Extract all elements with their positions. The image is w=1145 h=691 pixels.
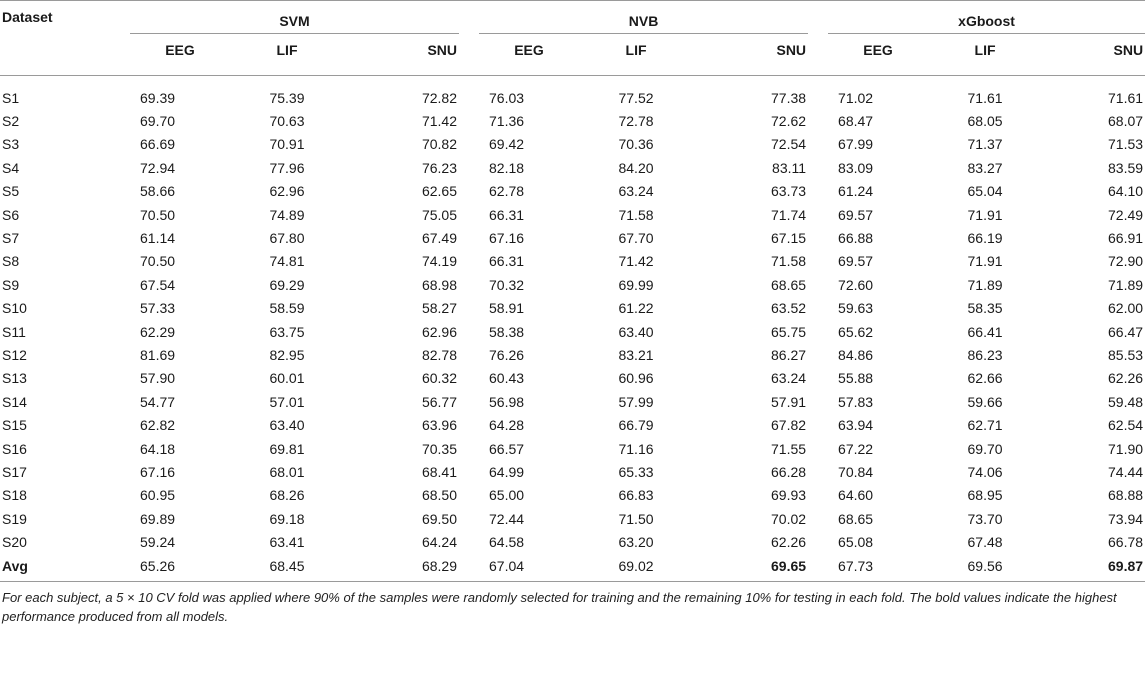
column-spacer <box>808 109 828 132</box>
table-cell: 63.40 <box>269 417 305 434</box>
table-cell: 72.90 <box>1108 253 1144 270</box>
table-cell: 71.90 <box>1108 440 1144 457</box>
column-spacer <box>459 507 479 530</box>
column-spacer <box>459 109 479 132</box>
table-cell: 73.94 <box>1108 510 1144 527</box>
table-cell: 83.21 <box>618 346 654 363</box>
table-cell: 66.47 <box>1108 323 1144 340</box>
subheader-nvb-snu: SNU <box>693 42 808 76</box>
table-cell: 59.63 <box>838 300 874 317</box>
table-cell: 71.50 <box>618 510 654 527</box>
table-cell: 74.06 <box>967 463 1003 480</box>
table-row <box>0 203 1145 226</box>
table-cell: 65.08 <box>838 534 874 551</box>
table-cell: 71.91 <box>967 206 1003 223</box>
table-cell: 68.47 <box>838 113 874 130</box>
table-cell: 69.39 <box>140 89 176 106</box>
row-label: S11 <box>2 323 26 340</box>
row-label: S2 <box>2 113 20 130</box>
table-cell: 62.54 <box>1108 417 1144 434</box>
table-cell: 70.50 <box>140 206 176 223</box>
table-cell: 71.42 <box>421 113 458 130</box>
table-cell: 65.26 <box>130 554 230 582</box>
table-cell: 72.82 <box>421 89 458 106</box>
header-group-nvb: NVB <box>479 1 808 43</box>
table-cell: 70.50 <box>140 253 176 270</box>
row-label: S6 <box>2 206 20 223</box>
table-cell: 72.60 <box>838 276 874 293</box>
table-cell: 71.36 <box>489 113 525 130</box>
column-spacer <box>459 367 479 390</box>
table-cell: 67.73 <box>828 554 928 582</box>
column-spacer <box>808 437 828 460</box>
column-spacer <box>808 460 828 483</box>
table-row <box>0 156 1145 179</box>
table-cell: 69.70 <box>140 113 176 130</box>
column-spacer <box>459 413 479 436</box>
table-cell: 69.81 <box>269 440 305 457</box>
table-cell: 69.89 <box>140 510 176 527</box>
table-cell: 66.69 <box>140 136 176 153</box>
table-row <box>0 133 1145 156</box>
column-spacer <box>808 507 828 530</box>
table-row <box>0 367 1145 390</box>
subheader-svm-lif: LIF <box>230 42 344 76</box>
column-spacer <box>808 203 828 226</box>
table-cell: 68.98 <box>421 276 458 293</box>
table-cell: 67.80 <box>269 230 305 247</box>
table-cell: 65.00 <box>489 487 525 504</box>
row-label: S4 <box>2 159 20 176</box>
table-cell: 68.88 <box>1108 487 1144 504</box>
table-cell: 63.52 <box>771 300 807 317</box>
table-row <box>0 109 1145 132</box>
table-cell: 57.99 <box>618 393 654 410</box>
table-cell: 62.26 <box>771 534 807 551</box>
table-cell: 83.09 <box>838 159 874 176</box>
row-label: S12 <box>2 346 27 363</box>
column-spacer <box>459 484 479 507</box>
table-cell: 71.61 <box>967 89 1003 106</box>
column-spacer <box>459 76 479 110</box>
table-cell: 81.69 <box>140 346 176 363</box>
table-row <box>0 554 1145 582</box>
row-label: S9 <box>2 276 20 293</box>
table-cell: 54.77 <box>140 393 176 410</box>
table-cell: 60.95 <box>140 487 176 504</box>
table-cell: 64.99 <box>489 463 525 480</box>
table-cell: 71.74 <box>771 206 807 223</box>
column-spacer <box>459 530 479 553</box>
table-cell: 66.83 <box>618 487 654 504</box>
table-cell: 72.49 <box>1108 206 1144 223</box>
table-cell: 71.37 <box>967 136 1003 153</box>
table-cell: 67.54 <box>140 276 176 293</box>
table-cell: 57.83 <box>838 393 874 410</box>
table-cell: 63.41 <box>269 534 305 551</box>
table-cell: 67.04 <box>479 554 579 582</box>
table-cell: 69.02 <box>579 554 693 582</box>
table-cell: 58.66 <box>140 183 176 200</box>
table-cell: 70.36 <box>618 136 654 153</box>
table-cell: 75.05 <box>421 206 458 223</box>
table-cell: 71.55 <box>771 440 807 457</box>
table-cell: 65.62 <box>838 323 874 340</box>
table-cell: 86.23 <box>967 346 1003 363</box>
subheader-xgboost-snu: SNU <box>1042 42 1145 76</box>
table-cell: 71.16 <box>618 440 654 457</box>
table-cell: 72.62 <box>771 113 807 130</box>
table-row <box>0 297 1145 320</box>
table-cell: 68.07 <box>1108 113 1144 130</box>
table-cell: 83.11 <box>772 159 807 176</box>
table-row <box>0 76 1145 110</box>
table-row <box>0 320 1145 343</box>
table-cell: 70.35 <box>421 440 458 457</box>
column-spacer <box>459 203 479 226</box>
table-cell: 63.20 <box>618 534 654 551</box>
row-label: S15 <box>2 417 27 434</box>
table-cell: 68.41 <box>421 463 458 480</box>
column-spacer <box>459 297 479 320</box>
table-cell: 69.57 <box>838 253 874 270</box>
table-cell: 69.57 <box>838 206 874 223</box>
column-spacer <box>808 180 828 203</box>
table-cell: 66.88 <box>838 230 874 247</box>
table-cell: 57.33 <box>140 300 176 317</box>
table-cell: 64.28 <box>489 417 525 434</box>
table-cell: 67.22 <box>838 440 874 457</box>
table-cell: 65.04 <box>967 183 1003 200</box>
table-cell: 72.44 <box>489 510 525 527</box>
table-cell: 64.10 <box>1108 183 1144 200</box>
table-cell: 63.24 <box>771 370 807 387</box>
table-cell: 59.24 <box>140 534 176 551</box>
table-cell: 59.66 <box>967 393 1003 410</box>
column-spacer <box>459 343 479 366</box>
column-spacer <box>459 133 479 156</box>
table-cell: 66.19 <box>967 230 1003 247</box>
table-cell: 56.77 <box>421 393 458 410</box>
table-cell: 70.63 <box>269 113 305 130</box>
column-spacer <box>808 133 828 156</box>
table-cell: 74.89 <box>269 206 305 223</box>
table-cell: 59.48 <box>1108 393 1144 410</box>
table-cell: 65.75 <box>771 323 807 340</box>
table-cell: 71.89 <box>967 276 1003 293</box>
table-cell: 67.16 <box>489 230 525 247</box>
row-label: S5 <box>2 183 20 200</box>
column-spacer <box>808 320 828 343</box>
row-label: S19 <box>2 510 27 527</box>
column-spacer <box>808 273 828 296</box>
table-cell: 77.52 <box>618 89 654 106</box>
table-cell: 62.96 <box>269 183 305 200</box>
table-cell: 66.57 <box>489 440 525 457</box>
table-cell: 66.91 <box>1108 230 1144 247</box>
table-cell: 84.86 <box>838 346 874 363</box>
table-cell: 68.45 <box>230 554 344 582</box>
table-cell: 69.70 <box>967 440 1003 457</box>
table-cell: 67.49 <box>421 230 458 247</box>
table-cell: 71.91 <box>967 253 1003 270</box>
column-spacer <box>808 390 828 413</box>
table-cell: 83.59 <box>1108 159 1144 176</box>
column-spacer <box>808 76 828 110</box>
row-label: S13 <box>2 370 27 387</box>
table-cell: 85.53 <box>1108 346 1144 363</box>
table-cell: 61.22 <box>618 300 654 317</box>
table-cell: 57.91 <box>771 393 807 410</box>
table-cell: 62.71 <box>967 417 1003 434</box>
table-cell: 77.38 <box>771 89 807 106</box>
table-cell: 69.18 <box>269 510 305 527</box>
table-cell: 67.82 <box>771 417 807 434</box>
table-cell: 65.33 <box>618 463 654 480</box>
table-row <box>0 390 1145 413</box>
table-cell: 62.96 <box>421 323 458 340</box>
column-spacer <box>808 156 828 179</box>
table-cell: 69.50 <box>421 510 458 527</box>
table-row <box>0 250 1145 273</box>
column-spacer <box>459 437 479 460</box>
column-spacer <box>459 460 479 483</box>
table-cell: 58.91 <box>489 300 525 317</box>
table-body <box>0 76 1145 582</box>
table-cell: 68.29 <box>344 554 459 582</box>
table-cell: 82.78 <box>421 346 458 363</box>
table-cell: 58.38 <box>489 323 525 340</box>
table-cell: 70.91 <box>269 136 305 153</box>
row-label: S18 <box>2 487 27 504</box>
table-cell: 69.99 <box>618 276 654 293</box>
row-label: S20 <box>2 534 27 551</box>
row-label: S3 <box>2 136 20 153</box>
table-cell: 69.87 <box>1042 554 1145 582</box>
subheader-svm-snu: SNU <box>344 42 459 76</box>
table-cell: 67.15 <box>771 230 807 247</box>
table-cell: 71.61 <box>1108 89 1144 106</box>
table-cell: 62.66 <box>967 370 1003 387</box>
table-cell: 69.29 <box>269 276 305 293</box>
table-cell: 86.27 <box>771 346 807 363</box>
table-cell: 69.42 <box>489 136 525 153</box>
table-cell: 72.78 <box>618 113 654 130</box>
header-group-xgboost: xGboost <box>828 1 1145 43</box>
table-row <box>0 180 1145 203</box>
column-spacer <box>808 554 828 582</box>
table-cell: 58.35 <box>967 300 1003 317</box>
table-cell: 68.05 <box>967 113 1003 130</box>
table-cell: 64.60 <box>838 487 874 504</box>
table-cell: 66.41 <box>967 323 1003 340</box>
table-cell: 75.39 <box>269 89 305 106</box>
subheader-xgboost-lif: LIF <box>928 42 1042 76</box>
table-cell: 82.95 <box>269 346 305 363</box>
table-cell: 84.20 <box>618 159 654 176</box>
table-cell: 63.73 <box>771 183 807 200</box>
table-cell: 66.28 <box>771 463 807 480</box>
table-cell: 74.44 <box>1108 463 1144 480</box>
table-cell: 67.70 <box>618 230 654 247</box>
table-cell: 67.48 <box>967 534 1003 551</box>
table-cell: 64.58 <box>489 534 525 551</box>
column-spacer <box>808 484 828 507</box>
table-cell: 76.23 <box>421 159 458 176</box>
table-cell: 73.70 <box>967 510 1003 527</box>
table-cell: 57.90 <box>140 370 176 387</box>
column-spacer <box>459 226 479 249</box>
table-cell: 72.94 <box>140 159 176 176</box>
column-spacer <box>459 273 479 296</box>
table-cell: 61.14 <box>140 230 176 247</box>
column-spacer <box>808 343 828 366</box>
table-cell: 71.58 <box>618 206 654 223</box>
row-label: S16 <box>2 440 27 457</box>
row-label: S17 <box>2 463 27 480</box>
column-spacer <box>808 413 828 436</box>
table-cell: 68.65 <box>771 276 807 293</box>
column-spacer <box>808 530 828 553</box>
subheader-nvb-lif: LIF <box>579 42 693 76</box>
table-cell: 71.58 <box>771 253 807 270</box>
table-row <box>0 437 1145 460</box>
table-cell: 68.95 <box>967 487 1003 504</box>
table-cell: 61.24 <box>838 183 874 200</box>
column-spacer <box>808 297 828 320</box>
table-cell: 66.31 <box>489 253 525 270</box>
row-label: S1 <box>2 89 20 106</box>
column-spacer <box>459 250 479 273</box>
table-cell: 76.03 <box>489 89 525 106</box>
table-cell: 58.59 <box>269 300 305 317</box>
table-cell: 74.19 <box>421 253 458 270</box>
table-cell: 70.82 <box>421 136 458 153</box>
table-footnote: For each subject, a 5 × 10 CV fold was applied where 90% of the samples were randomly selected for training and the remaining 10% for testing in each fold. The bold values indicate the highest performance produced from all models. <box>2 590 1117 625</box>
table-cell: 67.99 <box>838 136 874 153</box>
table-cell: 62.29 <box>140 323 176 340</box>
table-cell: 67.16 <box>140 463 176 480</box>
table-cell: 69.65 <box>693 554 808 582</box>
table-cell: 60.96 <box>618 370 654 387</box>
table-cell: 70.84 <box>838 463 874 480</box>
table-cell: 66.79 <box>618 417 654 434</box>
row-label: Avg <box>0 554 130 582</box>
table-cell: 68.65 <box>838 510 874 527</box>
table-cell: 72.54 <box>771 136 807 153</box>
column-spacer <box>459 320 479 343</box>
table-cell: 71.02 <box>838 89 874 106</box>
table-cell: 58.27 <box>421 300 458 317</box>
table-cell: 62.65 <box>421 183 458 200</box>
header-dataset: Dataset <box>0 1 130 43</box>
table-cell: 60.32 <box>421 370 458 387</box>
table-cell: 71.42 <box>618 253 654 270</box>
table-cell: 62.78 <box>489 183 525 200</box>
column-spacer <box>459 156 479 179</box>
table-row <box>0 413 1145 436</box>
table-cell: 69.56 <box>928 554 1042 582</box>
row-label: S10 <box>2 300 27 317</box>
column-spacer <box>459 180 479 203</box>
table-cell: 62.82 <box>140 417 176 434</box>
table-row <box>0 460 1145 483</box>
table-cell: 70.02 <box>771 510 807 527</box>
column-spacer <box>808 226 828 249</box>
column-spacer <box>459 554 479 582</box>
table-cell: 56.98 <box>489 393 525 410</box>
table-cell: 63.75 <box>269 323 305 340</box>
row-label: S14 <box>2 393 27 410</box>
table-cell: 71.89 <box>1108 276 1144 293</box>
table-cell: 62.26 <box>1108 370 1144 387</box>
table-cell: 77.96 <box>269 159 305 176</box>
table-row <box>0 343 1145 366</box>
table-cell: 57.01 <box>269 393 305 410</box>
table-cell: 76.26 <box>489 346 525 363</box>
table-cell: 60.43 <box>489 370 525 387</box>
table-row <box>0 530 1145 553</box>
table-cell: 68.50 <box>421 487 458 504</box>
table-cell: 63.24 <box>618 183 654 200</box>
table-cell: 82.18 <box>489 159 525 176</box>
table-row <box>0 273 1145 296</box>
column-spacer <box>808 367 828 390</box>
table-cell: 71.53 <box>1108 136 1144 153</box>
header-group-svm: SVM <box>130 1 459 43</box>
table-cell: 55.88 <box>838 370 874 387</box>
column-spacer <box>459 390 479 413</box>
table-cell: 60.01 <box>269 370 305 387</box>
table-cell: 66.78 <box>1108 534 1144 551</box>
table-cell: 66.31 <box>489 206 525 223</box>
column-spacer <box>808 250 828 273</box>
table-cell: 74.81 <box>269 253 305 270</box>
table-cell: 63.94 <box>838 417 874 434</box>
table-cell: 63.96 <box>421 417 458 434</box>
table-row <box>0 507 1145 530</box>
row-label: S7 <box>2 230 20 247</box>
table-cell: 70.32 <box>489 276 525 293</box>
table-row <box>0 226 1145 249</box>
table-cell: 63.40 <box>618 323 654 340</box>
table-cell: 64.24 <box>421 534 458 551</box>
table-row <box>0 484 1145 507</box>
subheader-svm-eeg: EEG <box>130 42 230 76</box>
table-cell: 62.00 <box>1108 300 1144 317</box>
table-cell: 68.26 <box>269 487 305 504</box>
row-label: S8 <box>2 253 20 270</box>
table-cell: 83.27 <box>967 159 1003 176</box>
table-cell: 68.01 <box>269 463 305 480</box>
table-cell: 69.93 <box>771 487 807 504</box>
subheader-nvb-eeg: EEG <box>479 42 579 76</box>
table-cell: 64.18 <box>140 440 176 457</box>
subheader-xgboost-eeg: EEG <box>828 42 928 76</box>
